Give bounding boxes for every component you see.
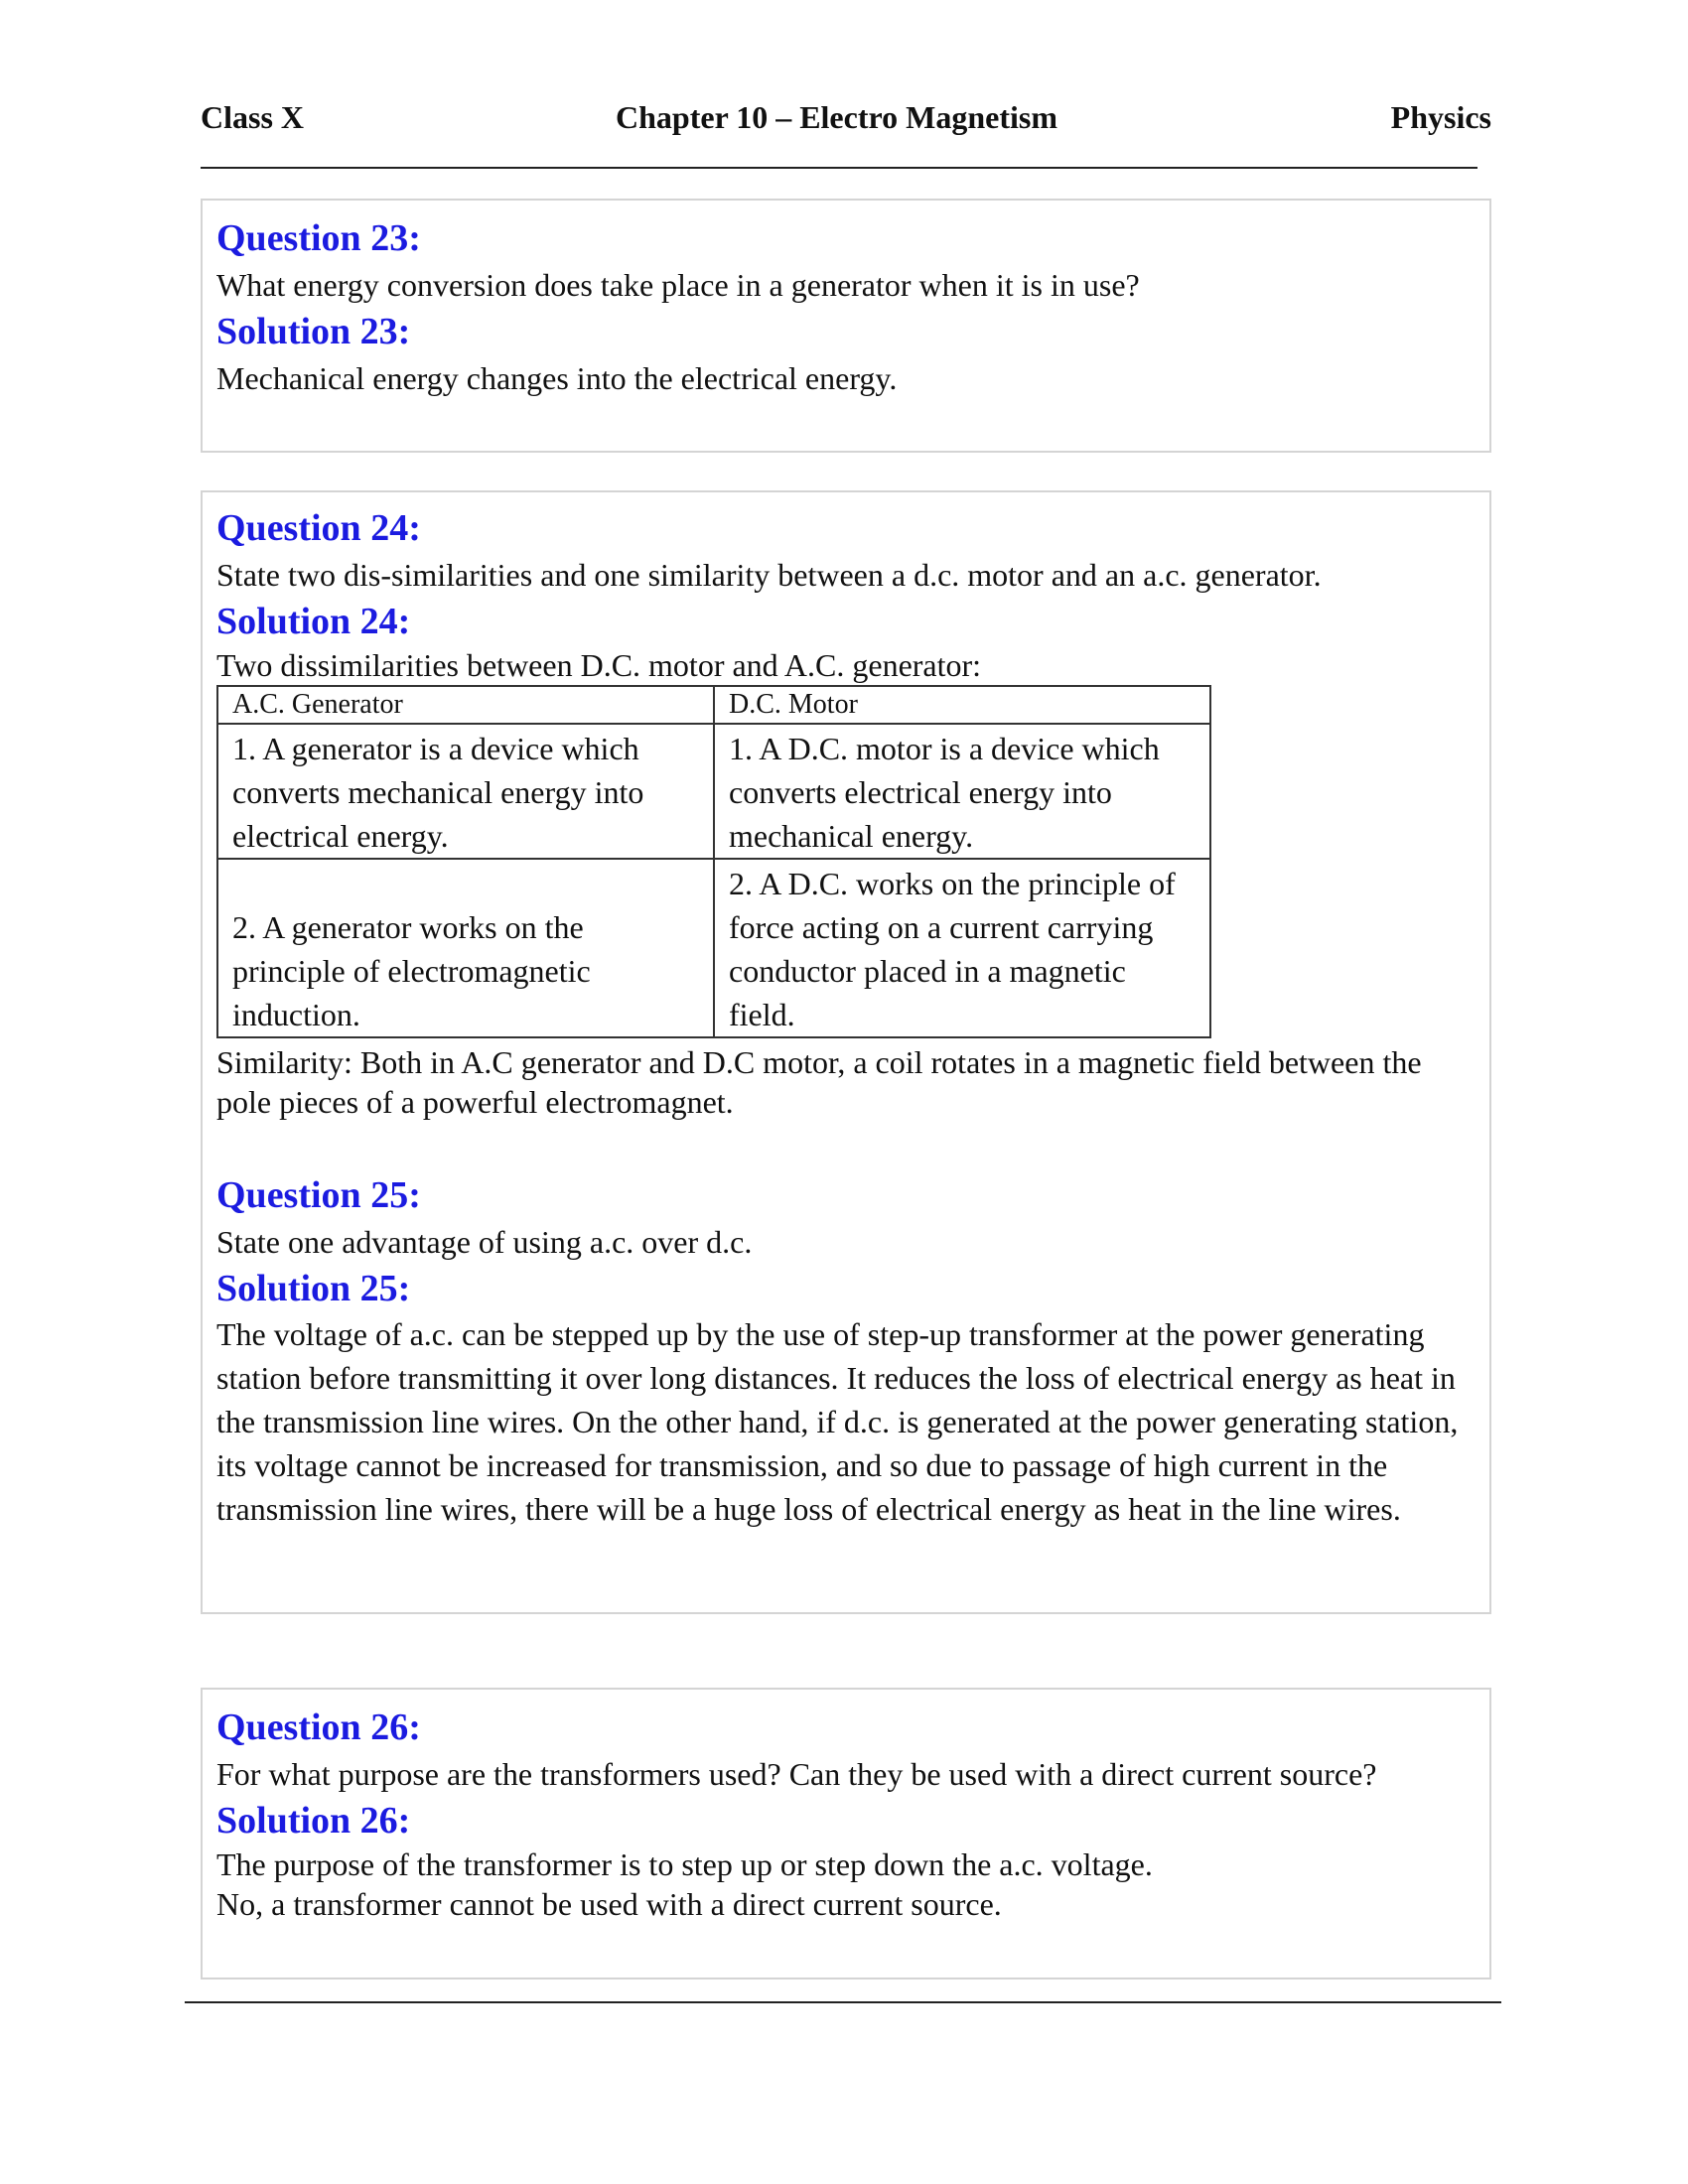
solution-23-text: Mechanical energy changes into the electrical energy. [216, 360, 898, 396]
solution-24-heading: Solution 24: [216, 601, 411, 642]
table-cell: 1. A D.C. motor is a device which converts electrical energy into mechanical energy. [714, 724, 1210, 859]
question-24-heading: Question 24: [216, 507, 421, 549]
page-header [201, 99, 1491, 143]
solution-23-heading: Solution 23: [216, 311, 411, 352]
question-25-text: State one advantage of using a.c. over d.c. [216, 1224, 753, 1260]
chapter-title: Chapter 10 – Electro Magnetism [616, 99, 1057, 135]
solution-24-intro: Two dissimilarities between D.C. motor and A.C. generator: [216, 647, 982, 683]
table-cell: 2. A D.C. works on the principle of force acting on a current carrying conductor placed in a magnetic field. [714, 859, 1210, 1037]
question-26-text: For what purpose are the transformers used? Can they be used with a direct current source? [216, 1756, 1377, 1792]
table-row [217, 724, 1210, 859]
table-row [217, 859, 1210, 1037]
comparison-table [216, 685, 1211, 1038]
solution-25-heading: Solution 25: [216, 1268, 411, 1309]
question-23-heading: Question 23: [216, 217, 421, 259]
table-header-dc-motor: D.C. Motor [714, 686, 1210, 724]
table-header-row [217, 686, 1210, 724]
solution-26-line-2: No, a transformer cannot be used with a direct current source. [216, 1886, 1002, 1922]
table-cell: 1. A generator is a device which converts mechanical energy into electrical energy. [217, 724, 714, 859]
question-25-heading: Question 25: [216, 1174, 421, 1216]
question-23-text: What energy conversion does take place in a generator when it is in use? [216, 267, 1140, 303]
question-24-25-box [201, 490, 1491, 1614]
question-26-box [201, 1688, 1491, 1979]
solution-26-line-1: The purpose of the transformer is to step up or step down the a.c. voltage. [216, 1846, 1153, 1882]
solution-24-similarity: Similarity: Both in A.C generator and D.C motor, a coil rotates in a magnetic field between the pole pieces of a powerful electromagnet. [216, 1044, 1422, 1120]
table-header-ac-generator: A.C. Generator [217, 686, 714, 724]
table-cell: 2. A generator works on the principle of electromagnetic induction. [217, 859, 714, 1037]
solution-25-text: The voltage of a.c. can be stepped up by the use of step-up transformer at the power generating station before transmitting it over long distances. It reduces the loss of electrical energy as heat in the transmission line wires. On the other hand, if d.c. is generated at the power generating station, its voltage cannot be increased for transmission, and so due to passage of high current in the transmission line wires, there will be a huge loss of electrical energy as heat in the line wires. [216, 1316, 1459, 1527]
class-label: Class X [201, 99, 305, 135]
question-24-text: State two dis-similarities and one similarity between a d.c. motor and an a.c. generator. [216, 557, 1322, 593]
header-rule [201, 167, 1477, 169]
subject-label: Physics [1390, 99, 1491, 135]
solution-26-heading: Solution 26: [216, 1800, 411, 1842]
question-26-heading: Question 26: [216, 1706, 421, 1748]
footer-rule [185, 2001, 1501, 2003]
question-23-box [201, 199, 1491, 453]
